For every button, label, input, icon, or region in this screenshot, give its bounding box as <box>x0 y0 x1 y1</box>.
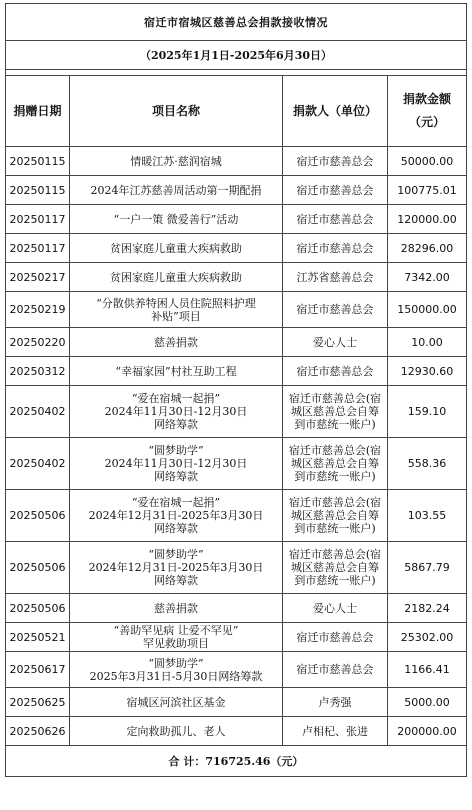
project-line: “幸福家园”村社互助工程 <box>115 364 237 378</box>
donor-line: 城区慈善总会自筹 <box>291 405 379 418</box>
cell-donor <box>283 234 388 263</box>
table-row <box>6 386 467 438</box>
cell-date: 20250115 <box>6 176 70 205</box>
project-line: 2024年江苏慈善周活动第一期配捐 <box>90 183 262 197</box>
table-header-row <box>6 76 467 147</box>
project-line: 贫困家庭儿童重大疾病救助 <box>110 241 242 255</box>
cell-amount: 200000.00 <box>388 717 467 746</box>
cell-amount: 150000.00 <box>388 292 467 328</box>
cell-donor <box>283 594 388 623</box>
cell-amount: 12930.60 <box>388 357 467 386</box>
donor-line: 宿迁市慈善总会(宿 <box>288 392 382 405</box>
table-row <box>6 688 467 717</box>
project-line: 2024年11月30日-12月30日 <box>104 457 248 470</box>
cell-amount: 1166.41 <box>388 652 467 688</box>
table-row <box>6 438 467 490</box>
project-line: “分散供养特困人员住院照料护理 <box>96 296 256 310</box>
cell-amount: 7342.00 <box>388 263 467 292</box>
header-donor: 捐款人（单位） <box>283 76 388 147</box>
cell-date: 20250506 <box>6 594 70 623</box>
project-line: 罕见救助项目 <box>143 637 209 650</box>
cell-project <box>70 688 283 717</box>
cell-donor <box>283 623 388 652</box>
cell-date: 20250506 <box>6 542 70 594</box>
cell-amount: 5867.79 <box>388 542 467 594</box>
donor-line: 宿迁市慈善总会 <box>296 212 374 226</box>
cell-project <box>70 176 283 205</box>
donation-table <box>5 3 467 777</box>
cell-date: 20250402 <box>6 438 70 490</box>
donor-line: 宿迁市慈善总会 <box>296 364 374 378</box>
cell-date: 20250312 <box>6 357 70 386</box>
donor-line: 宿迁市慈善总会 <box>296 303 374 316</box>
cell-date: 20250506 <box>6 490 70 542</box>
donor-line: 卢秀强 <box>318 695 352 709</box>
donor-line: 宿迁市慈善总会 <box>296 154 374 168</box>
donor-line: 到市慈统一账户) <box>294 470 376 483</box>
total-amount: 合 计：716725.46（元） <box>6 746 467 777</box>
cell-amount: 25302.00 <box>388 623 467 652</box>
cell-amount: 5000.00 <box>388 688 467 717</box>
cell-amount: 2182.24 <box>388 594 467 623</box>
table-row <box>6 176 467 205</box>
table-row <box>6 147 467 176</box>
cell-project <box>70 263 283 292</box>
cell-project <box>70 490 283 542</box>
donor-line: 到市慈统一账户) <box>294 522 376 535</box>
donor-line: 到市慈统一账户) <box>294 574 376 587</box>
cell-donor <box>283 542 388 594</box>
donor-line: 宿迁市慈善总会(宿 <box>288 444 382 457</box>
table-row <box>6 542 467 594</box>
project-line: 2025年3月31日-5月30日网络筹款 <box>89 669 263 683</box>
cell-date: 20250115 <box>6 147 70 176</box>
cell-donor <box>283 386 388 438</box>
table-row <box>6 205 467 234</box>
project-line: “爱在宿城一起捐” <box>131 496 221 509</box>
cell-date: 20250626 <box>6 717 70 746</box>
table-row <box>6 594 467 623</box>
cell-donor <box>283 652 388 688</box>
cell-amount: 10.00 <box>388 328 467 357</box>
cell-project <box>70 205 283 234</box>
cell-donor <box>283 717 388 746</box>
cell-donor <box>283 688 388 717</box>
header-amount-unit: （元） <box>408 115 445 129</box>
table-row <box>6 623 467 652</box>
header-amount <box>388 76 467 147</box>
donor-line: 江苏省慈善总会 <box>296 270 374 284</box>
header-project: 项目名称 <box>70 76 283 147</box>
header-amount-label: 捐款金额 <box>402 92 451 106</box>
cell-project <box>70 328 283 357</box>
table-row <box>6 357 467 386</box>
cell-project <box>70 147 283 176</box>
donor-line: 卢相杞、张进 <box>302 724 368 738</box>
project-line: 2024年12月31日-2025年3月30日 <box>88 509 264 522</box>
report-title: 宿迁市宿城区慈善总会捐款接收情况 <box>6 4 467 41</box>
cell-project <box>70 542 283 594</box>
cell-donor <box>283 205 388 234</box>
donor-line: 城区慈善总会自筹 <box>291 457 379 470</box>
cell-date: 20250220 <box>6 328 70 357</box>
table-row <box>6 490 467 542</box>
donor-line: 爱心人士 <box>313 601 357 615</box>
donor-line: 宿迁市慈善总会 <box>296 241 374 255</box>
header-date: 捐赠日期 <box>6 76 70 147</box>
cell-donor <box>283 292 388 328</box>
cell-donor <box>283 176 388 205</box>
project-line: “爱在宿城一起捐” <box>131 392 221 405</box>
donor-line: 城区慈善总会自筹 <box>291 509 379 522</box>
cell-project <box>70 717 283 746</box>
cell-donor <box>283 147 388 176</box>
cell-amount: 558.36 <box>388 438 467 490</box>
cell-date: 20250117 <box>6 234 70 263</box>
table-row <box>6 652 467 688</box>
project-line: 宿城区河滨社区基金 <box>126 695 226 709</box>
project-line: “善助罕见病 让爱不罕见” <box>113 624 239 637</box>
cell-project <box>70 438 283 490</box>
cell-amount: 50000.00 <box>388 147 467 176</box>
cell-amount: 103.55 <box>388 490 467 542</box>
cell-date: 20250219 <box>6 292 70 328</box>
donor-line: 爱心人士 <box>313 335 357 349</box>
donor-line: 宿迁市慈善总会 <box>296 183 374 197</box>
cell-project <box>70 623 283 652</box>
project-line: 慈善捐款 <box>154 601 198 615</box>
cell-amount: 159.10 <box>388 386 467 438</box>
project-line: 慈善捐款 <box>154 335 198 349</box>
cell-donor <box>283 490 388 542</box>
table-row <box>6 234 467 263</box>
cell-date: 20250617 <box>6 652 70 688</box>
cell-date: 20250625 <box>6 688 70 717</box>
project-line: 2024年12月31日-2025年3月30日 <box>88 561 264 574</box>
cell-project <box>70 594 283 623</box>
donor-line: 到市慈统一账户) <box>294 418 376 431</box>
project-line: 网络筹款 <box>154 522 198 535</box>
cell-amount: 100775.01 <box>388 176 467 205</box>
donor-line: 宿迁市慈善总会(宿 <box>288 548 382 561</box>
cell-amount: 120000.00 <box>388 205 467 234</box>
cell-date: 20250521 <box>6 623 70 652</box>
project-line: 网络筹款 <box>154 574 198 587</box>
cell-donor <box>283 328 388 357</box>
donor-line: 宿迁市慈善总会 <box>296 663 374 676</box>
project-line: “一户一策 微爱善行”活动 <box>113 212 239 226</box>
project-line: 贫困家庭儿童重大疾病救助 <box>110 270 242 284</box>
table-row <box>6 263 467 292</box>
table-row <box>6 328 467 357</box>
cell-project <box>70 234 283 263</box>
project-line: 2024年11月30日-12月30日 <box>104 405 248 418</box>
project-line: 网络筹款 <box>154 418 198 431</box>
cell-donor <box>283 357 388 386</box>
table-row <box>6 717 467 746</box>
project-line: “圆梦助学” <box>148 548 204 561</box>
project-line: “圆梦助学” <box>148 656 204 670</box>
project-line: “圆梦助学” <box>148 444 204 457</box>
cell-project <box>70 357 283 386</box>
report-period: （2025年1月1日-2025年6月30日） <box>6 41 467 70</box>
cell-project <box>70 292 283 328</box>
cell-project <box>70 386 283 438</box>
cell-donor <box>283 438 388 490</box>
table-row <box>6 292 467 328</box>
project-line: 网络筹款 <box>154 470 198 483</box>
project-line: 定向救助孤儿、老人 <box>126 724 226 738</box>
donor-line: 宿迁市慈善总会(宿 <box>288 496 382 509</box>
project-line: 情暖江苏·慈润宿城 <box>130 154 222 168</box>
project-line: 补贴”项目 <box>151 309 201 323</box>
cell-project <box>70 652 283 688</box>
cell-date: 20250402 <box>6 386 70 438</box>
total-row <box>6 746 467 777</box>
cell-donor <box>283 263 388 292</box>
cell-amount: 28296.00 <box>388 234 467 263</box>
cell-date: 20250117 <box>6 205 70 234</box>
cell-date: 20250217 <box>6 263 70 292</box>
donation-report <box>5 3 466 777</box>
donor-line: 宿迁市慈善总会 <box>296 630 374 644</box>
donor-line: 城区慈善总会自筹 <box>291 561 379 574</box>
